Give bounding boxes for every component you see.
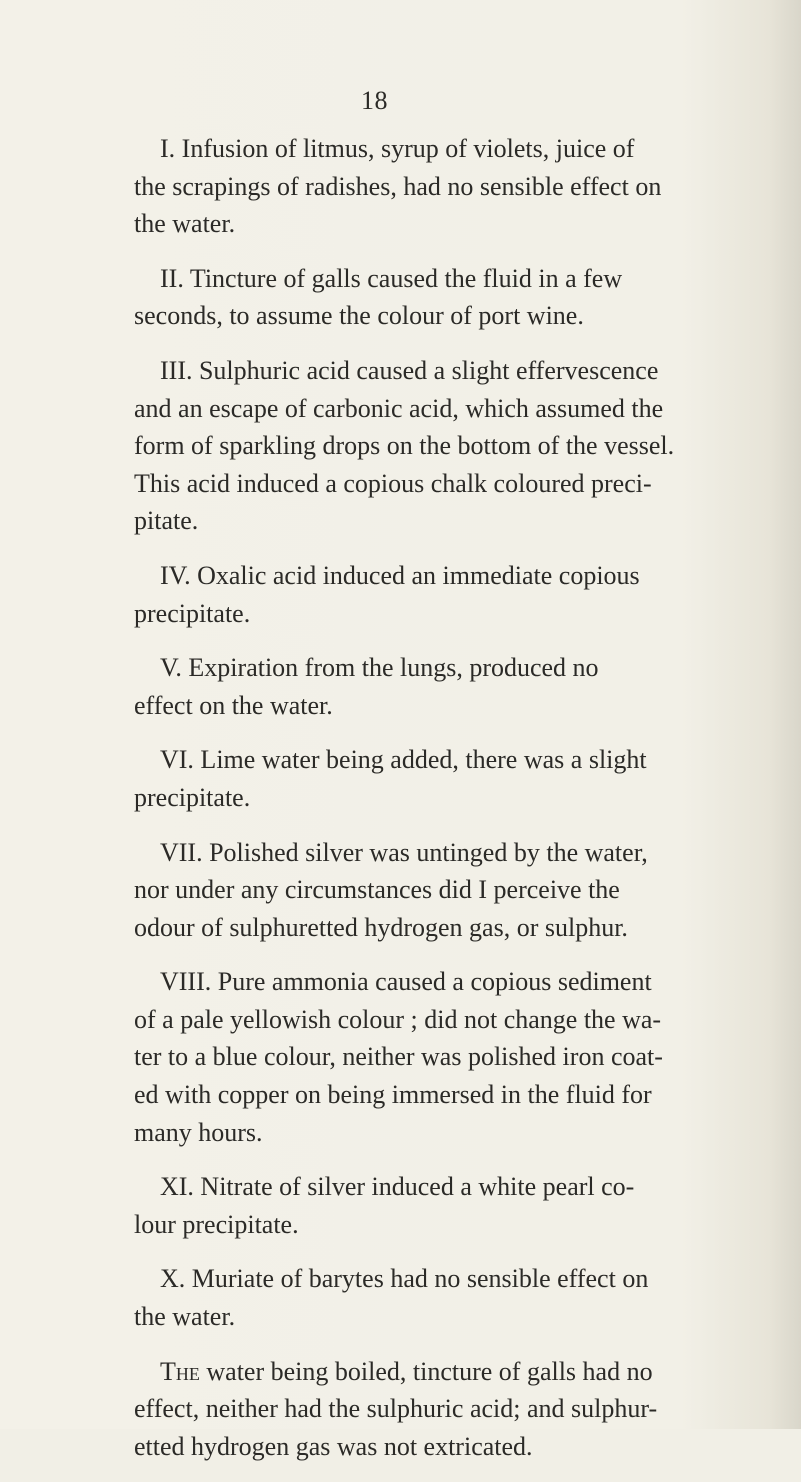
- paragraph-x: [108, 1260, 708, 1335]
- text-line: ter to a blue colour, neither was polished iron coat-: [134, 1042, 663, 1072]
- text-line: VIII. Pure ammonia caused a copious sediment: [160, 967, 652, 997]
- text-line: III. Sulphuric acid caused a slight effervescence: [160, 355, 659, 385]
- text-line: V. Expiration from the lungs, produced no: [160, 653, 599, 683]
- paragraph-iii: [108, 352, 708, 540]
- text-line: XI. Nitrate of silver induced a white pearl co-: [160, 1172, 635, 1202]
- text-fragment: water being boiled, tincture of galls had no: [199, 1356, 653, 1386]
- text-line: X. Muriate of barytes had no sensible effect on: [160, 1264, 649, 1294]
- body-text: [108, 130, 708, 1482]
- paragraph-xi: [108, 1168, 708, 1243]
- paragraph-ii: [108, 260, 708, 335]
- paragraph-v: [108, 649, 708, 724]
- text-line: lour precipitate.: [134, 1209, 299, 1239]
- text-line: [108, 1353, 708, 1391]
- text-line: ed with copper on being immersed in the fluid for: [134, 1080, 652, 1110]
- text-line: form of sparkling drops on the bottom of the vessel.: [134, 431, 675, 461]
- text-line: I. Infusion of litmus, syrup of violets, juice of: [160, 134, 635, 163]
- text-line: effect, neither had the sulphuric acid; and sulphur-: [134, 1394, 658, 1424]
- text-line: odour of sulphuretted hydrogen gas, or sulphur.: [134, 912, 628, 942]
- paragraph-vii: [108, 834, 708, 947]
- text-line: of a pale yellowish colour ; did not change the wa-: [134, 1004, 662, 1034]
- paragraph-viii: [108, 963, 708, 1151]
- paragraph-i: [108, 130, 708, 243]
- text-line: This acid induced a copious chalk coloured preci-: [134, 468, 652, 498]
- text-line: many hours.: [134, 1117, 263, 1147]
- small-caps-lead: The: [160, 1356, 200, 1386]
- text-line: etted hydrogen gas was not extricated.: [134, 1431, 533, 1461]
- text-line: nor under any circumstances did I perceive the: [134, 875, 620, 905]
- text-line: and an escape of carbonic acid, which assumed the: [134, 393, 664, 423]
- paragraph-vi: [108, 741, 708, 816]
- page-number: 18: [361, 86, 388, 115]
- paragraph-iv: [108, 557, 708, 632]
- text-line: VI. Lime water being added, there was a slight: [160, 745, 647, 775]
- text-line: pitate.: [134, 506, 199, 536]
- text-line: IV. Oxalic acid induced an immediate copious: [160, 560, 640, 590]
- paragraph-boiled: [108, 1353, 708, 1466]
- text-line: precipitate.: [134, 598, 251, 628]
- text-line: seconds, to assume the colour of port wine.: [134, 301, 584, 331]
- text-line: the water.: [134, 1302, 236, 1332]
- text-line: VII. Polished silver was untinged by the water,: [160, 837, 648, 867]
- text-line: the scrapings of radishes, had no sensible effect on: [134, 171, 662, 201]
- text-line: precipitate.: [134, 782, 251, 812]
- text-line: II. Tincture of galls caused the fluid in a few: [160, 263, 623, 293]
- text-line: effect on the water.: [134, 690, 333, 720]
- text-line: the water.: [134, 209, 236, 239]
